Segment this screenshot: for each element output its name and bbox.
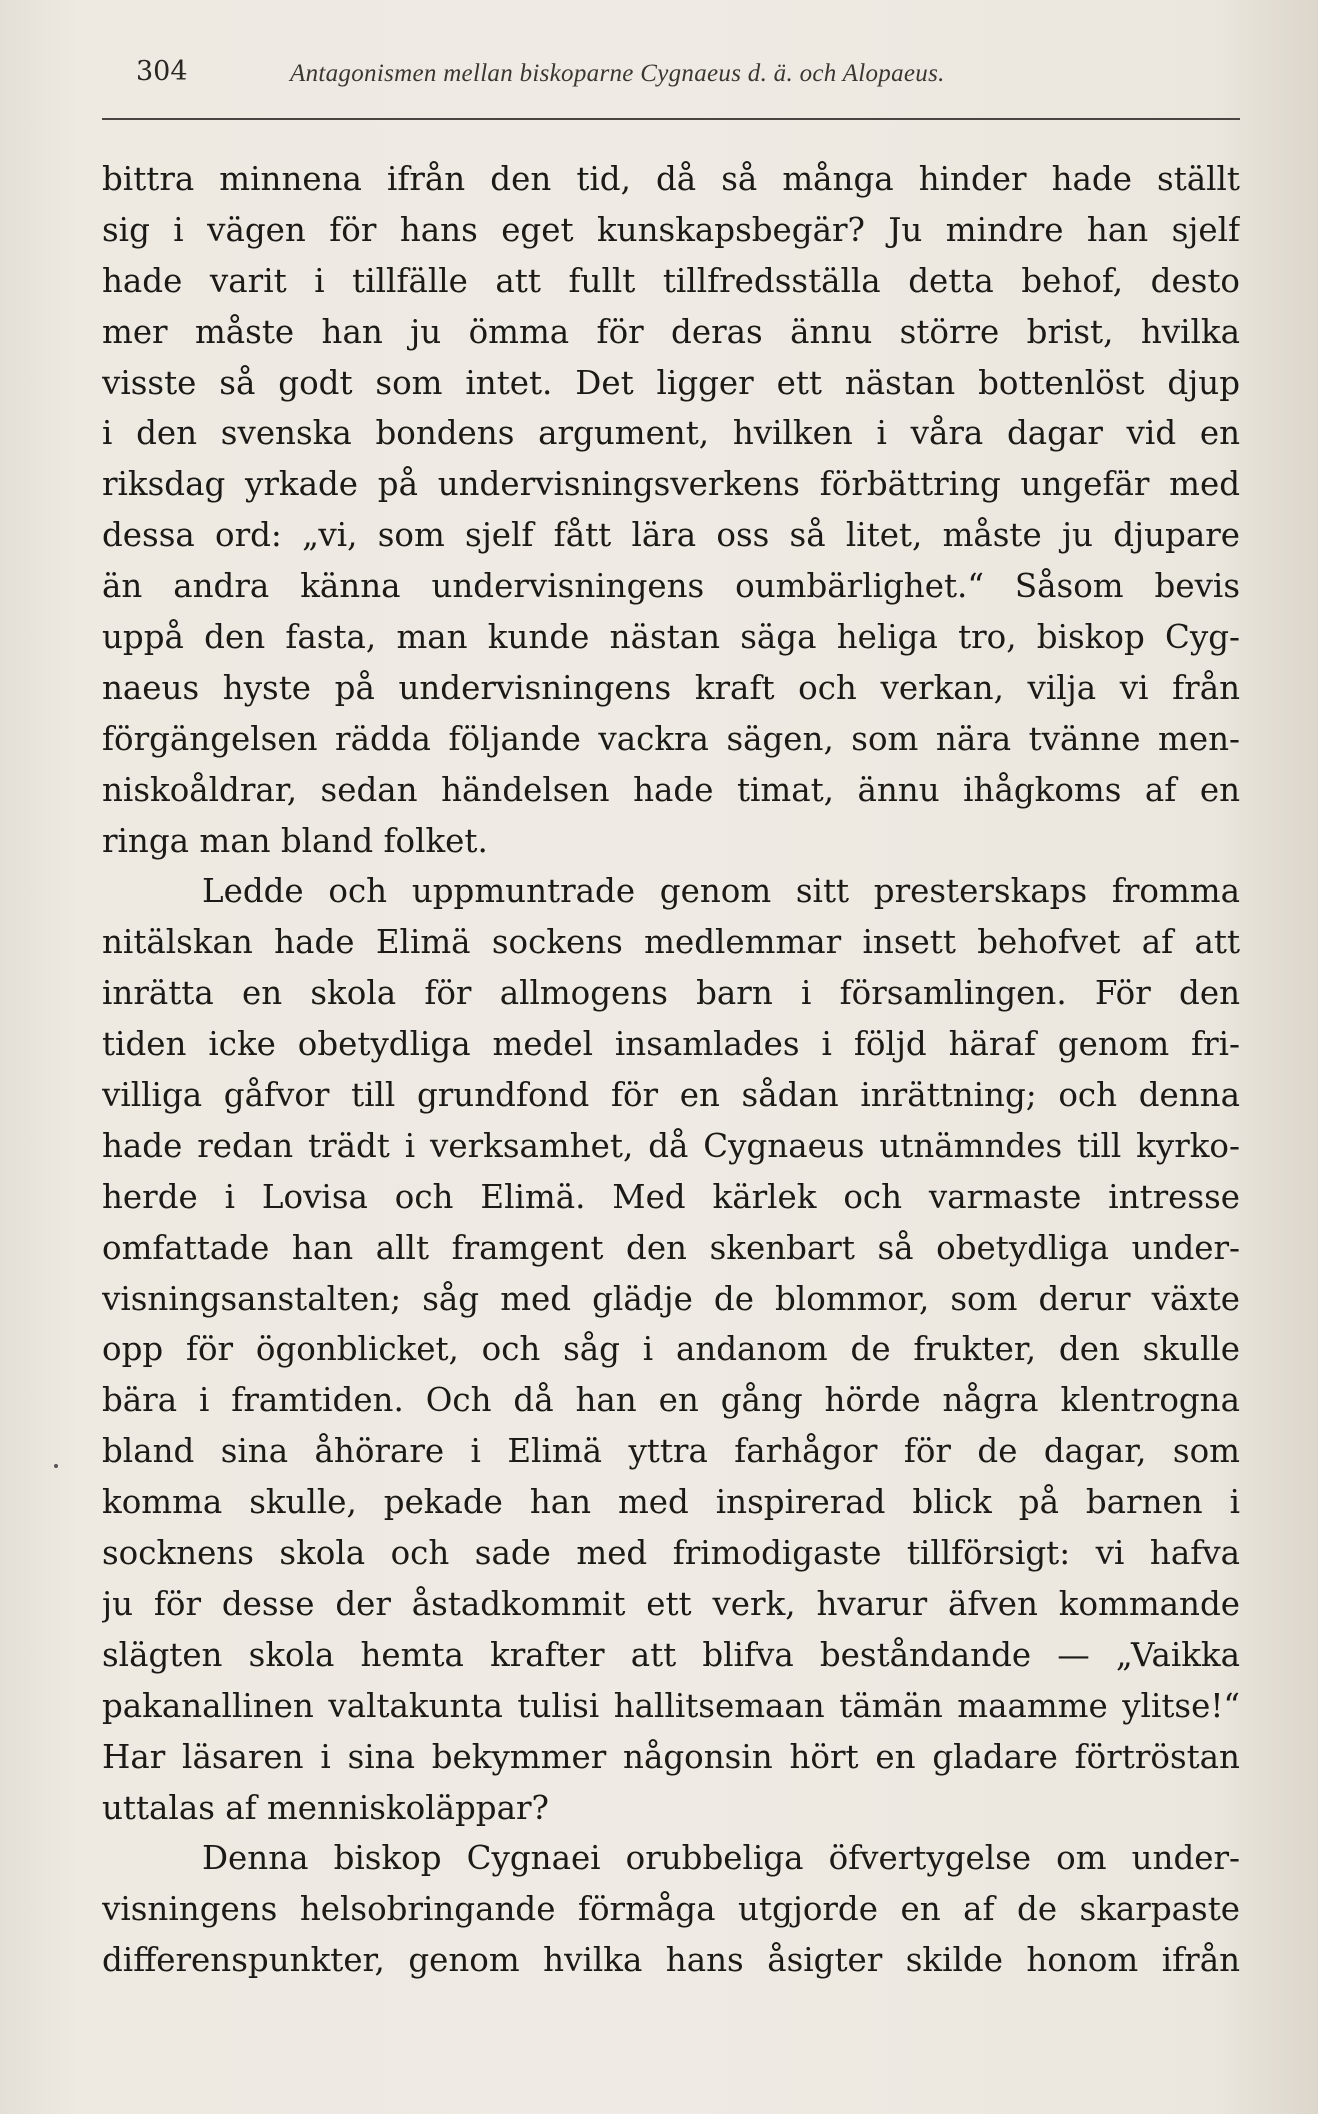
- header-rule: [102, 118, 1240, 120]
- text-line: socknens skola och sade med frimodigaste tillförsigt: vi hafva: [102, 1534, 1240, 1573]
- text-line: dessa ord: „vi, som sjelf fått lära oss så litet, måste ju djupare: [102, 516, 1240, 555]
- text-line: herde i Lovisa och Elimä. Med kärlek och varmaste intresse: [102, 1177, 1240, 1216]
- text-line: i den svenska bondens argument, hvilken i våra dagar vid en: [102, 414, 1240, 453]
- text-line: än andra känna undervisningens oumbärlighet.“ Såsom bevis: [102, 567, 1240, 606]
- text-line: komma skulle, pekade han med inspirerad blick på barnen i: [102, 1483, 1240, 1522]
- text-line: bittra minnena ifrån den tid, då så många hinder hade ställt: [102, 160, 1240, 198]
- text-line: slägten skola hemta krafter att blifva beståndande — „Vaikka: [102, 1635, 1240, 1674]
- text-line: niskoåldrar, sedan händelsen hade timat, ännu ihågkoms af en: [102, 770, 1240, 809]
- text-line: mer måste han ju ömma för deras ännu större brist, hvilka: [102, 312, 1240, 351]
- text-line: opp för ögonblicket, och såg i andanom de frukter, den skulle: [102, 1330, 1240, 1369]
- page-number: 304: [136, 56, 188, 87]
- text-line: bland sina åhörare i Elimä yttra farhågor för de dagar, som: [102, 1432, 1240, 1471]
- text-line: ringa man bland folket.: [102, 821, 488, 860]
- text-line: ju för desse der åstadkommit ett verk, hvarur äfven kommande: [102, 1584, 1240, 1623]
- text-line: visningens helsobringande förmåga utgjorde en af de skarpaste: [102, 1890, 1240, 1929]
- text-line: riksdag yrkade på undervisningsverkens förbättring ungefär med: [102, 465, 1240, 504]
- text-line: differenspunkter, genom hvilka hans åsigter skilde honom ifrån: [102, 1941, 1240, 1980]
- text-line: hade varit i tillfälle att fullt tillfredsställa detta behof, desto: [102, 261, 1240, 300]
- text-line: tiden icke obetydliga medel insamlades i följd häraf genom fri-: [102, 1025, 1240, 1064]
- text-line: hade redan trädt i verksamhet, då Cygnaeus utnämndes till kyrko-: [102, 1126, 1240, 1165]
- text-line: sig i vägen för hans eget kunskapsbegär? Ju mindre han sjelf: [102, 210, 1240, 249]
- text-line: bära i framtiden. Och då han en gång hörde några klentrogna: [102, 1381, 1240, 1420]
- running-head: Antagonismen mellan biskoparne Cygnaeus d. ä. och Alopaeus.: [290, 60, 945, 87]
- text-line: pakanallinen valtakunta tulisi hallitsemaan tämän maamme ylitse!“: [102, 1686, 1240, 1725]
- text-line: förgängelsen rädda följande vackra sägen, som nära tvänne men-: [102, 719, 1240, 758]
- text-line: Har läsaren i sina bekymmer någonsin hört en gladare förtröstan: [102, 1737, 1240, 1776]
- text-line: uppå den fasta, man kunde nästan säga heliga tro, biskop Cyg-: [102, 618, 1240, 657]
- text-line: Denna biskop Cygnaei orubbeliga öfvertygelse om under-: [202, 1839, 1240, 1878]
- margin-speck: [54, 1464, 58, 1468]
- text-line: visste så godt som intet. Det ligger ett nästan bottenlöst djup: [102, 363, 1240, 402]
- text-line: villiga gåfvor till grundfond för en sådan inrättning; och denna: [102, 1076, 1240, 1115]
- text-line: visningsanstalten; såg med glädje de blommor, som derur växte: [102, 1279, 1240, 1318]
- body-text: [102, 154, 1240, 1986]
- text-line: omfattade han allt framgent den skenbart så obetydliga under-: [102, 1228, 1240, 1267]
- text-line: Ledde och uppmuntrade genom sitt presterskaps fromma: [202, 872, 1240, 911]
- text-line: naeus hyste på undervisningens kraft och verkan, vilja vi från: [102, 668, 1240, 707]
- text-line: inrätta en skola för allmogens barn i församlingen. För den: [102, 974, 1240, 1013]
- text-line: nitälskan hade Elimä sockens medlemmar insett behofvet af att: [102, 923, 1240, 962]
- page-header: [100, 56, 1240, 96]
- text-line: uttalas af menniskoläppar?: [102, 1788, 549, 1827]
